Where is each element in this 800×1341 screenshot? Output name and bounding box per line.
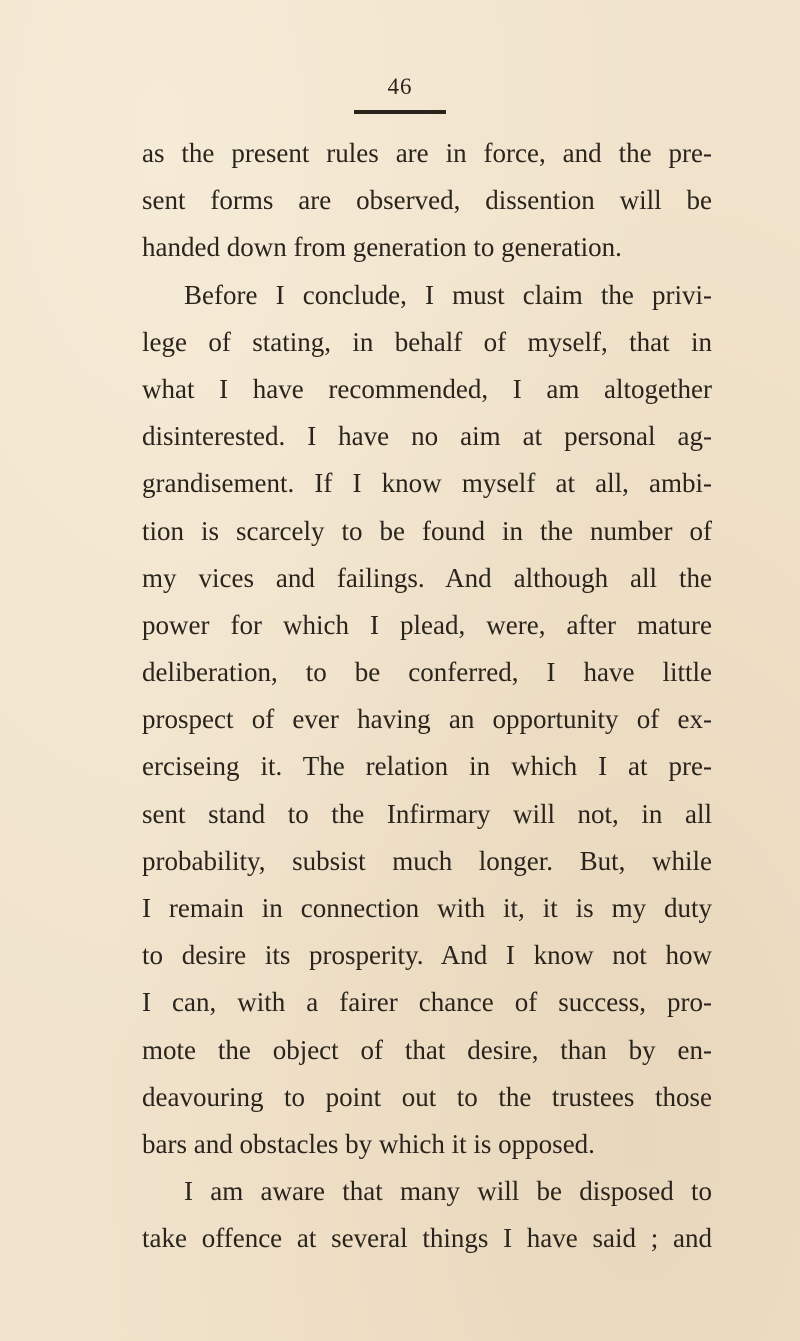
text-line: sent stand to the Infirmary will not, in all: [142, 798, 712, 829]
text-line: deavouring to point out to the trustees those: [142, 1081, 712, 1112]
text-line: handed down from generation to generation.: [142, 232, 622, 263]
body-text: [142, 130, 712, 1263]
text-line: I am aware that many will be disposed to: [184, 1176, 712, 1207]
text-line: I remain in connection with it, it is my duty: [142, 893, 712, 923]
text-line: bars and obstacles by which it is opposed.: [142, 1128, 595, 1159]
text-line: Before I conclude, I must claim the privi-: [184, 279, 712, 310]
text-line: lege of stating, in behalf of myself, that in: [142, 326, 712, 357]
text-line: I can, with a fairer chance of success, pro-: [142, 987, 712, 1018]
text-line: disinterested. I have no aim at personal ag-: [142, 421, 712, 452]
text-line: tion is scarcely to be found in the number of: [142, 515, 712, 546]
text-line: what I have recommended, I am altogether: [142, 373, 712, 404]
text-line: take offence at several things I have said ; and: [142, 1223, 712, 1254]
text-line: erciseing it. The relation in which I at pre-: [142, 751, 712, 782]
text-line: power for which I plead, were, after mature: [142, 609, 712, 640]
text-line: probability, subsist much longer. But, while: [142, 845, 712, 876]
text-line: as the present rules are in force, and the pre-: [142, 138, 712, 168]
page-number: 46: [387, 74, 413, 99]
text-line: sent forms are observed, dissention will be: [142, 185, 712, 216]
text-line: my vices and failings. And although all the: [142, 562, 712, 593]
text-line: prospect of ever having an opportunity of ex-: [142, 704, 712, 735]
header-rule: [354, 110, 446, 114]
text-line: grandisement. If I know myself at all, ambi-: [142, 468, 712, 499]
text-line: deliberation, to be conferred, I have little: [142, 657, 712, 688]
text-line: to desire its prosperity. And I know not how: [142, 940, 712, 971]
text-line: mote the object of that desire, than by en-: [142, 1034, 712, 1065]
